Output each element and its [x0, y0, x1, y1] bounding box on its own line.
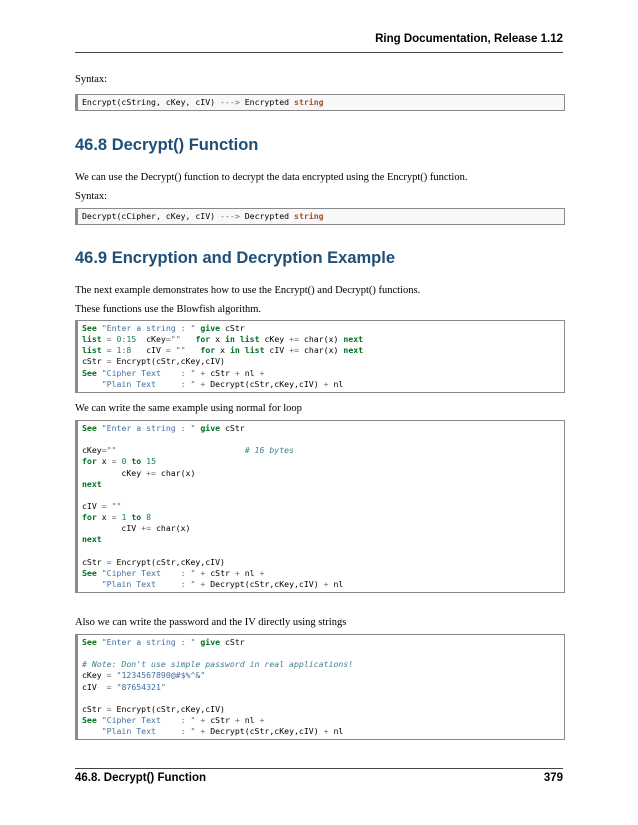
code-line: See "Enter a string : " give cStr — [82, 423, 245, 433]
code-line: list = 0:15 cKey="" for x in list cKey += char(x) next — [82, 334, 364, 345]
code-line: cKey += char(x) — [82, 467, 196, 478]
code-example-3 — [75, 634, 565, 740]
code-line: for x = 0 to 15 — [82, 456, 156, 467]
code-line: See "Cipher Text : " + cStr + nl + — [82, 567, 265, 578]
page-header-title: Ring Documentation, Release 1.12 — [375, 33, 563, 45]
heading-decrypt-function: 46.8 Decrypt() Function — [75, 136, 259, 154]
code-line: cIV = "" — [82, 500, 122, 511]
code-line: Decrypt(cCipher, cKey, cIV) ---> Decrypted string — [82, 211, 324, 221]
code-line — [82, 490, 560, 501]
code-line: "Plain Text : " + Decrypt(cStr,cKey,cIV) + nl — [101, 726, 344, 737]
code-line — [82, 434, 560, 445]
code-line: list = 1:8 cIV = "" for x in list cIV += char(x) next — [82, 345, 364, 356]
code-line: next — [82, 478, 102, 489]
code-line: "Plain Text : " + Decrypt(cStr,cKey,cIV) + nl — [101, 378, 344, 389]
code-line: See "Cipher Text : " + cStr + nl + — [82, 367, 265, 378]
example-description: The next example demonstrates how to use the Encrypt() and Decrypt() functions. — [75, 285, 421, 296]
footer-rule — [75, 768, 563, 769]
footer-section-title: 46.8. Decrypt() Function — [75, 772, 206, 784]
code-line: cStr = Encrypt(cStr,cKey,cIV) — [82, 703, 225, 714]
code-line: cStr = Encrypt(cStr,cKey,cIV) — [82, 356, 225, 367]
code-line: "Plain Text : " + Decrypt(cStr,cKey,cIV) + nl — [101, 578, 344, 589]
code-line — [82, 648, 560, 659]
code-example-1 — [75, 320, 565, 393]
code-line: cStr = Encrypt(cStr,cKey,cIV) — [82, 556, 225, 567]
code-line: cKey="" # 16 bytes — [82, 445, 294, 456]
strings-description: Also we can write the password and the IV directly using strings — [75, 617, 347, 628]
syntax-label: Syntax: — [75, 191, 108, 202]
code-line: See "Enter a string : " give cStr — [82, 637, 245, 647]
blowfish-note: These functions use the Blowfish algorithm. — [75, 304, 262, 315]
code-line: cKey = "1234567890@#$%^&" — [82, 670, 206, 681]
code-example-2 — [75, 420, 565, 593]
code-line: See "Enter a string : " give cStr — [82, 323, 245, 333]
code-line — [82, 546, 560, 557]
decrypt-description: We can use the Decrypt() function to decrypt the data encrypted using the Encrypt() function. — [75, 172, 468, 183]
code-line: See "Cipher Text : " + cStr + nl + — [82, 714, 265, 725]
page-number: 379 — [543, 772, 563, 784]
code-line — [82, 693, 560, 704]
code-line: for x = 1 to 8 — [82, 512, 152, 523]
code-decrypt-syntax — [75, 208, 565, 225]
code-line: next — [82, 534, 102, 545]
code-line: Encrypt(cString, cKey, cIV) ---> Encrypted string — [82, 97, 324, 107]
code-line: cIV = "87654321" — [82, 681, 166, 692]
normal-loop-description: We can write the same example using normal for loop — [75, 403, 302, 414]
code-line: cIV += char(x) — [82, 523, 191, 534]
code-encrypt-syntax — [75, 94, 565, 111]
header-rule — [75, 52, 563, 53]
heading-encryption-example: 46.9 Encryption and Decryption Example — [75, 249, 396, 267]
code-line: # Note: Don't use simple password in real applications! — [82, 659, 354, 670]
syntax-label: Syntax: — [75, 74, 108, 85]
